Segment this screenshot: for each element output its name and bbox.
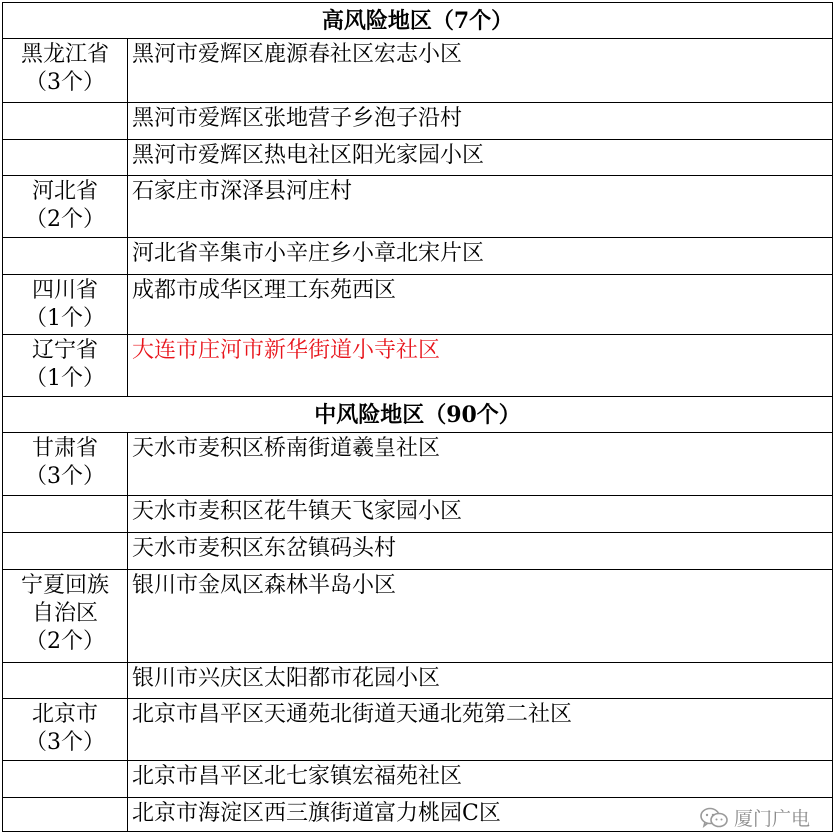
area-cell (128, 761, 833, 798)
area-name: 石家庄市深泽县河庄村 (132, 179, 353, 204)
area-cell-highlighted (128, 335, 833, 397)
area-name: 北京市昌平区天通苑北街道天通北苑第二社区 (132, 702, 573, 727)
province-cell (3, 275, 128, 335)
table-row (3, 140, 833, 176)
province-cell-empty (3, 140, 128, 176)
province-count: （1个） (25, 306, 105, 331)
area-name: 成都市成华区理工东苑西区 (132, 278, 397, 303)
area-name: 银川市金凤区森林半岛小区 (132, 573, 397, 598)
area-name: 黑河市爱辉区张地营子乡泡子沿村 (132, 106, 463, 131)
province-cell-empty (3, 238, 128, 275)
table-row (3, 761, 833, 798)
area-name: 天水市麦积区花牛镇天飞家园小区 (132, 499, 463, 524)
high-risk-header: 高风险地区（7个） (3, 3, 833, 39)
table-row (3, 663, 833, 699)
area-name: 北京市海淀区西三旗街道富力桃园C区 (132, 801, 501, 826)
province-cell (3, 39, 128, 103)
area-name: 天水市麦积区东岔镇码头村 (132, 536, 397, 561)
province-name: 甘肃省 (31, 436, 98, 461)
province-cell (3, 699, 128, 761)
area-cell (128, 39, 833, 103)
province-cell (3, 433, 128, 496)
area-name: 天水市麦积区桥南街道羲皇社区 (132, 436, 441, 461)
area-cell (128, 496, 833, 533)
province-name: 北京市 (31, 702, 98, 727)
medium-risk-header: 中风险地区（90个） (3, 397, 833, 433)
table-row (3, 533, 833, 570)
table-row (3, 496, 833, 533)
area-cell (128, 663, 833, 699)
table-row (3, 103, 833, 140)
province-name: 河北省 (31, 179, 98, 204)
watermark-text: 厦门广电 (733, 808, 810, 830)
area-cell (128, 570, 833, 663)
table-row (3, 39, 833, 103)
area-cell (128, 103, 833, 140)
province-cell (3, 570, 128, 663)
province-name-line2: 自治区 (31, 601, 98, 626)
area-cell (128, 699, 833, 761)
province-name: 四川省 (31, 278, 98, 303)
province-count: （2个） (25, 629, 105, 654)
table-row (3, 433, 833, 496)
area-cell (128, 275, 833, 335)
province-cell-empty (3, 663, 128, 699)
province-count: （3个） (25, 70, 105, 95)
province-cell (3, 335, 128, 397)
section-header-row (3, 3, 833, 39)
area-name: 北京市昌平区北七家镇宏福苑社区 (132, 764, 463, 789)
wechat-icon (700, 807, 728, 829)
table-row (3, 570, 833, 663)
province-count: （1个） (25, 366, 105, 391)
area-name: 黑河市爱辉区热电社区阳光家园小区 (132, 143, 485, 168)
province-count: （2个） (25, 207, 105, 232)
province-cell-empty (3, 103, 128, 140)
province-name: 辽宁省 (31, 338, 98, 363)
province-cell-empty (3, 533, 128, 570)
area-cell (128, 176, 833, 238)
area-name: 银川市兴庆区太阳都市花园小区 (132, 666, 441, 691)
watermark (700, 804, 810, 831)
province-name-line1: 宁夏回族 (20, 573, 109, 598)
table-row (3, 335, 833, 397)
province-cell-empty (3, 761, 128, 798)
table-row (3, 238, 833, 275)
area-name-highlighted: 大连市庄河市新华街道小寺社区 (132, 338, 441, 363)
province-count: （3个） (25, 730, 105, 755)
table-row (3, 699, 833, 761)
province-cell-empty (3, 798, 128, 832)
area-name: 河北省辛集市小辛庄乡小章北宋片区 (132, 241, 485, 266)
province-cell (3, 176, 128, 238)
province-name: 黑龙江省 (20, 42, 109, 67)
area-name: 黑河市爱辉区鹿源春社区宏志小区 (132, 42, 463, 67)
risk-area-table (2, 2, 833, 832)
table-row (3, 176, 833, 238)
area-cell (128, 533, 833, 570)
section-header-row (3, 397, 833, 433)
province-cell-empty (3, 496, 128, 533)
area-cell (128, 433, 833, 496)
table-row (3, 275, 833, 335)
area-cell (128, 140, 833, 176)
area-cell (128, 238, 833, 275)
province-count: （3个） (25, 464, 105, 489)
